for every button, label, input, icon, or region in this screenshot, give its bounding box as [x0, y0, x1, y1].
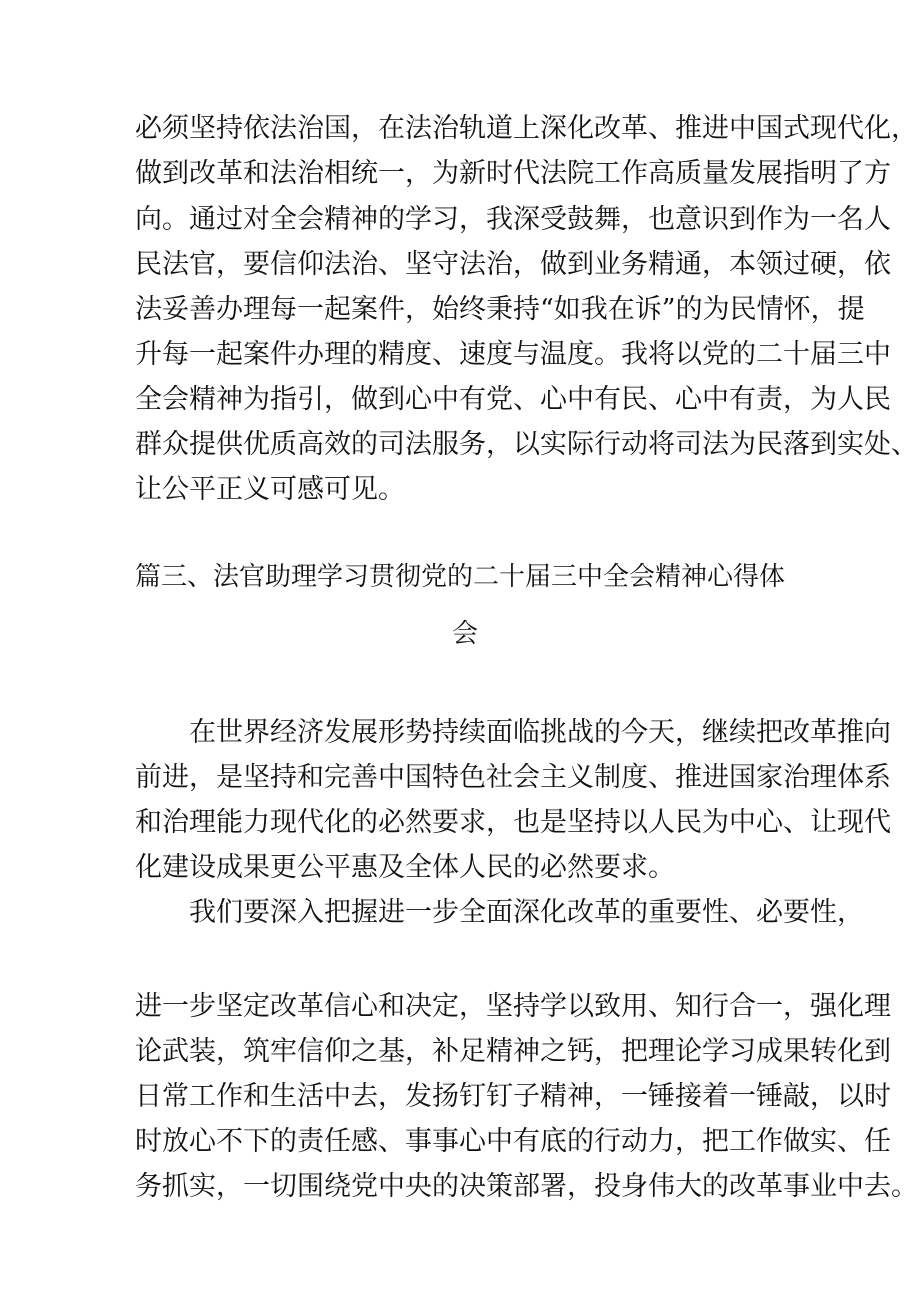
text-line: 前进，是坚持和完善中国特色社会主义制度、推进国家治理体系: [135, 762, 891, 793]
text-line: 做到改革和法治相统一，为新时代法院工作高质量发展指明了方: [135, 158, 891, 189]
text-line: 全会精神为指引，做到心中有党、心中有民、心中有责，为人民: [135, 384, 891, 415]
text-line: 务抓实，一切围绕党中央的决策部署，投身伟大的改革事业中去。: [135, 1171, 918, 1202]
text-line: 群众提供优质高效的司法服务，以实际行动将司法为民落到实处、: [135, 429, 918, 460]
section-heading-line-2: 会: [451, 619, 478, 649]
text-line: 升每一起案件办理的精度、速度与温度。我将以党的二十届三中: [135, 339, 891, 370]
text-line: 法妥善办理每一起案件，始终秉持“如我在诉”的为民情怀，提: [135, 294, 865, 325]
text-line: 和治理能力现代化的必然要求，也是坚持以人民为中心、让现代: [135, 807, 891, 838]
text-line: 论武装，筑牢信仰之基，补足精神之钙，把理论学习成果转化到: [135, 1036, 891, 1067]
text-line: 民法官，要信仰法治、坚守法治，做到业务精通，本领过硬，依: [135, 249, 891, 280]
text-line: 进一步坚定改革信心和决定，坚持学以致用、知行合一，强化理: [135, 991, 891, 1022]
text-line: 让公平正义可感可见。: [135, 474, 405, 505]
section-heading-line-1: 篇三、法官助理学习贯彻党的二十届三中全会精神心得体: [135, 562, 786, 592]
text-line: 必须坚持依法治国，在法治轨道上深化改革、推进中国式现代化，: [135, 113, 918, 144]
text-line: 化建设成果更公平惠及全体人民的必然要求。: [135, 852, 675, 883]
text-line: 日常工作和生活中去，发扬钉钉子精神，一锤接着一锤敲，以时: [135, 1081, 891, 1112]
text-line: 向。通过对全会精神的学习，我深受鼓舞，也意识到作为一名人: [135, 204, 891, 235]
text-line: 在世界经济发展形势持续面临挑战的今天，继续把改革推向: [189, 717, 891, 748]
text-line: 时放心不下的责任感、事事心中有底的行动力，把工作做实、任: [135, 1126, 891, 1157]
text-line: 我们要深入把握进一步全面深化改革的重要性、必要性，: [189, 897, 864, 928]
